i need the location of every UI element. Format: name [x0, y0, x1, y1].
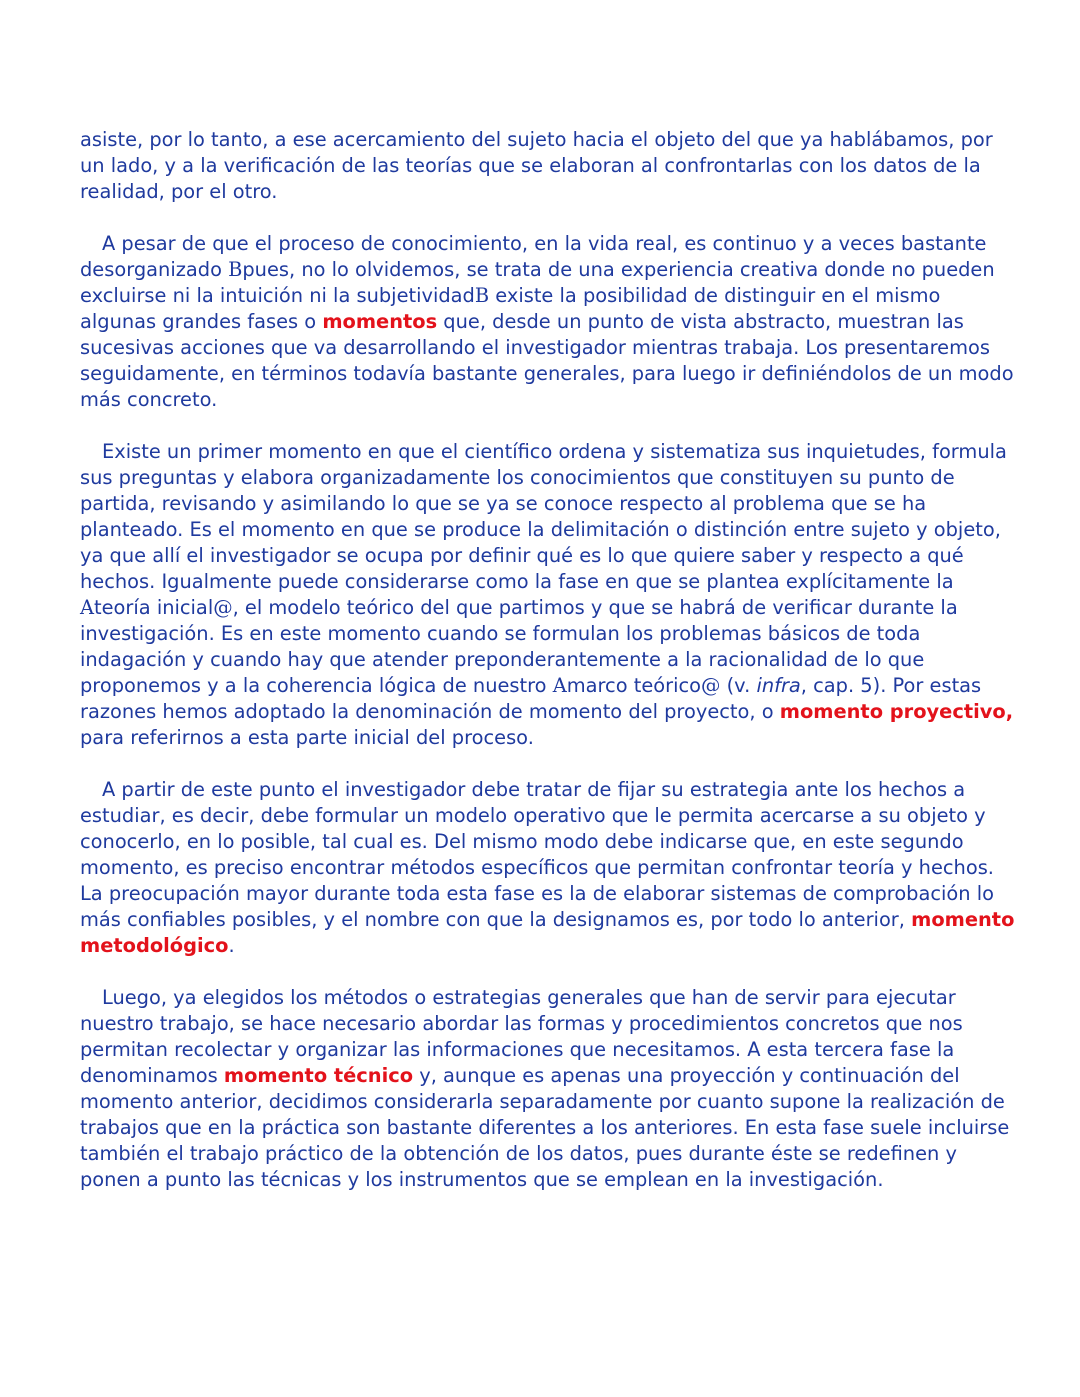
paragraph-2: [80, 231, 1020, 413]
paragraph-5-text-a: Luego, ya elegidos los métodos o estrategias generales que han de servir para ejecutar nuestro trabajo, se hace necesario abordar las formas y procedimientos concretos que nos permitan recolectar y organizar las informaciones que necesitamos. A esta tercera fase la denominamos: [80, 986, 963, 1087]
quote-open-symbol: A: [552, 674, 567, 697]
paragraph-3-text-f: , cap. 5). Por estas razones hemos adoptado la denominación de momento del proyecto, o: [80, 674, 982, 723]
paragraph-5-text-b: y, aunque es apenas una proyección y continuación del momento anterior, decidimos considerarla separadamente por cuanto supone la realización de trabajos que en la práctica son bastante diferentes a los anteriores. En esta fase suele incluirse también el trabajo práctico de la obtención de los datos, pues durante éste se redefinen y ponen a punto las técnicas y los instrumentos que se emplean en la investigación.: [80, 1064, 1010, 1191]
paragraph-4-text-b: .: [228, 934, 235, 957]
paragraph-1-text: asiste, por lo tanto, a ese acercamiento del sujeto hacia el objeto del que ya hablábamos, por un lado, y a la verificación de las teorías que se elaboran al confrontarlas con los datos de la realidad, por el otro.: [80, 128, 993, 203]
paragraph-3-text-g: para referirnos a esta parte inicial del proceso.: [80, 726, 534, 749]
highlight-momento-proyectivo: momento proyectivo,: [779, 700, 1014, 723]
dash-symbol: B: [228, 258, 243, 281]
paragraph-3-text-a: Existe un primer momento en que el científico ordena y sistematiza sus inquietudes, formula sus preguntas y elabora organizadamente los conocimientos que constituyen su punto de partida, revisando y asimilando lo que se ya se conoce respecto al problema que se ha planteado. Es el momento en que se produce la delimitación o distinción entre sujeto y objeto, ya que allí el investigador se ocupa por definir qué es lo que quiere saber y respecto a qué hechos. Igualmente puede considerarse como la fase en que se plantea explícitamente la: [80, 440, 1007, 593]
document-page: [80, 127, 1020, 1219]
paragraph-1: [80, 127, 1020, 205]
paragraph-5: [80, 985, 1020, 1193]
quote-close-symbol: @: [701, 674, 721, 697]
paragraph-3: [80, 439, 1020, 751]
paragraph-3-text-c: , el modelo teórico del que partimos y que se habrá de verificar durante la investigación. Es en este momento cuando se formulan los problemas básicos de toda indagación y cuando hay que atender preponderantemente a la racionalidad de lo que proponemos y a la coherencia lógica de nuestro: [80, 596, 958, 697]
italic-infra: infra: [756, 674, 801, 697]
quote-open-symbol: A: [80, 596, 95, 619]
paragraph-3-text-b: teoría inicial: [94, 596, 214, 619]
highlight-momentos: momentos: [322, 310, 438, 333]
paragraph-4-text-a: A partir de este punto el investigador debe tratar de fijar su estrategia ante los hechos a estudiar, es decir, debe formular un modelo operativo que le permita acercarse a su objeto y conocerlo, en lo posible, tal cual es. Del mismo modo debe indicarse que, en este segundo momento, es preciso encontrar métodos específicos que permitan confrontar teoría y hechos. La preocupación mayor durante toda esta fase es la de elaborar sistemas de comprobación lo más confiables posibles, y el nombre con que la designamos es, por todo lo anterior,: [80, 778, 994, 931]
quote-close-symbol: @: [213, 596, 233, 619]
highlight-momento-tecnico: momento técnico: [223, 1064, 414, 1087]
paragraph-2-text-c: existe la posibilidad de distinguir en el mismo algunas grandes fases o: [80, 284, 941, 333]
paragraph-4: [80, 777, 1020, 959]
paragraph-2-text-a: A pesar de que el proceso de conocimiento, en la vida real, es continuo y a veces bastante desorganizado: [80, 232, 987, 281]
paragraph-2-text-b: pues, no lo olvidemos, se trata de una experiencia creativa donde no pueden excluirse ni la intuición ni la subjetividad: [80, 258, 995, 307]
paragraph-3-text-e: (v.: [720, 674, 757, 697]
paragraph-2-text-d: que, desde un punto de vista abstracto, muestran las sucesivas acciones que va desarrollando el investigador mientras trabaja. Los presentaremos seguidamente, en términos todavía bastante generales, para luego ir definiéndolos de un modo más concreto.: [80, 310, 1014, 411]
paragraph-3-text-d: marco teórico: [566, 674, 702, 697]
highlight-momento-metodologico: momento metodológico: [80, 908, 1015, 957]
dash-symbol: B: [474, 284, 490, 307]
